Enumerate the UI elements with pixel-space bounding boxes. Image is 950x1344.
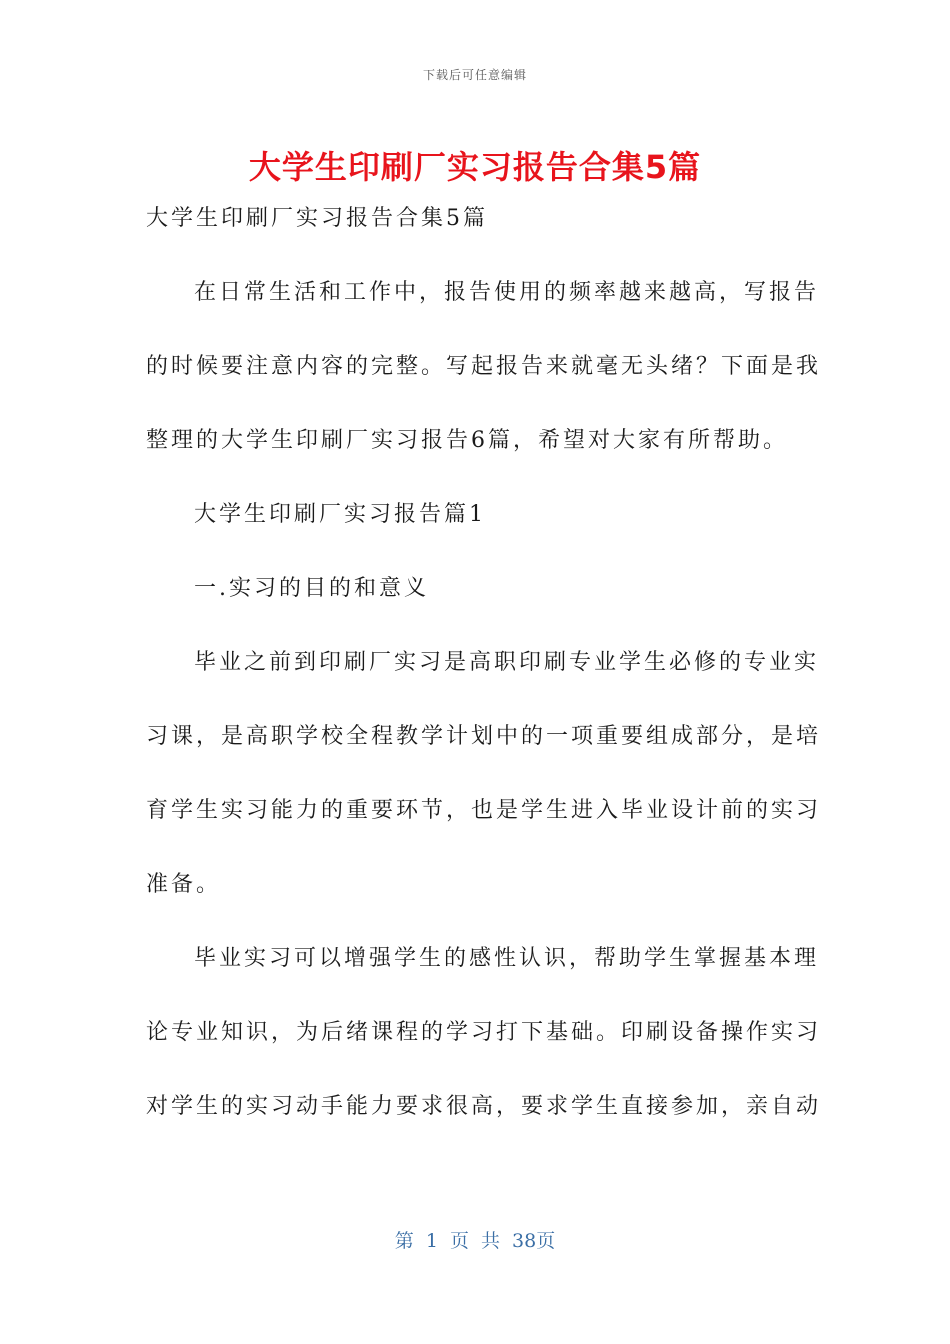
paragraph-line: 毕业之前到印刷厂实习是高职印刷专业学生必修的专业实	[194, 650, 820, 675]
paragraph-line: 准备。	[146, 872, 222, 897]
paragraph-line: 论专业知识，为后绪课程的学习打下基础。印刷设备操作实习	[146, 1020, 822, 1045]
paragraph-line: 的时候要注意内容的完整。写起报告来就毫无头绪？下面是我	[146, 354, 822, 379]
paragraph-line: 对学生的实习动手能力要求很高，要求学生直接参加，亲自动	[146, 1094, 822, 1119]
page-indicator: 第 1 页 共 38页	[394, 1230, 556, 1252]
paragraph-line: 在日常生活和工作中，报告使用的频率越来越高，写报告	[194, 280, 820, 305]
paragraph-line: 毕业实习可以增强学生的感性认识，帮助学生掌握基本理	[194, 946, 820, 971]
section-heading: 大学生印刷厂实习报告篇1	[194, 502, 486, 527]
paragraph-line: 整理的大学生印刷厂实习报告6篇，希望对大家有所帮助。	[146, 428, 788, 453]
subsection-heading: 一.实习的目的和意义	[194, 576, 429, 601]
document-title: 大学生印刷厂实习报告合集5篇	[248, 148, 702, 186]
paragraph-line: 育学生实习能力的重要环节，也是学生进入毕业设计前的实习	[146, 798, 822, 823]
subtitle-line: 大学生印刷厂实习报告合集5篇	[146, 206, 488, 231]
header-note: 下载后可任意编辑	[422, 68, 527, 82]
paragraph-line: 习课，是高职学校全程教学计划中的一项重要组成部分，是培	[146, 724, 822, 749]
